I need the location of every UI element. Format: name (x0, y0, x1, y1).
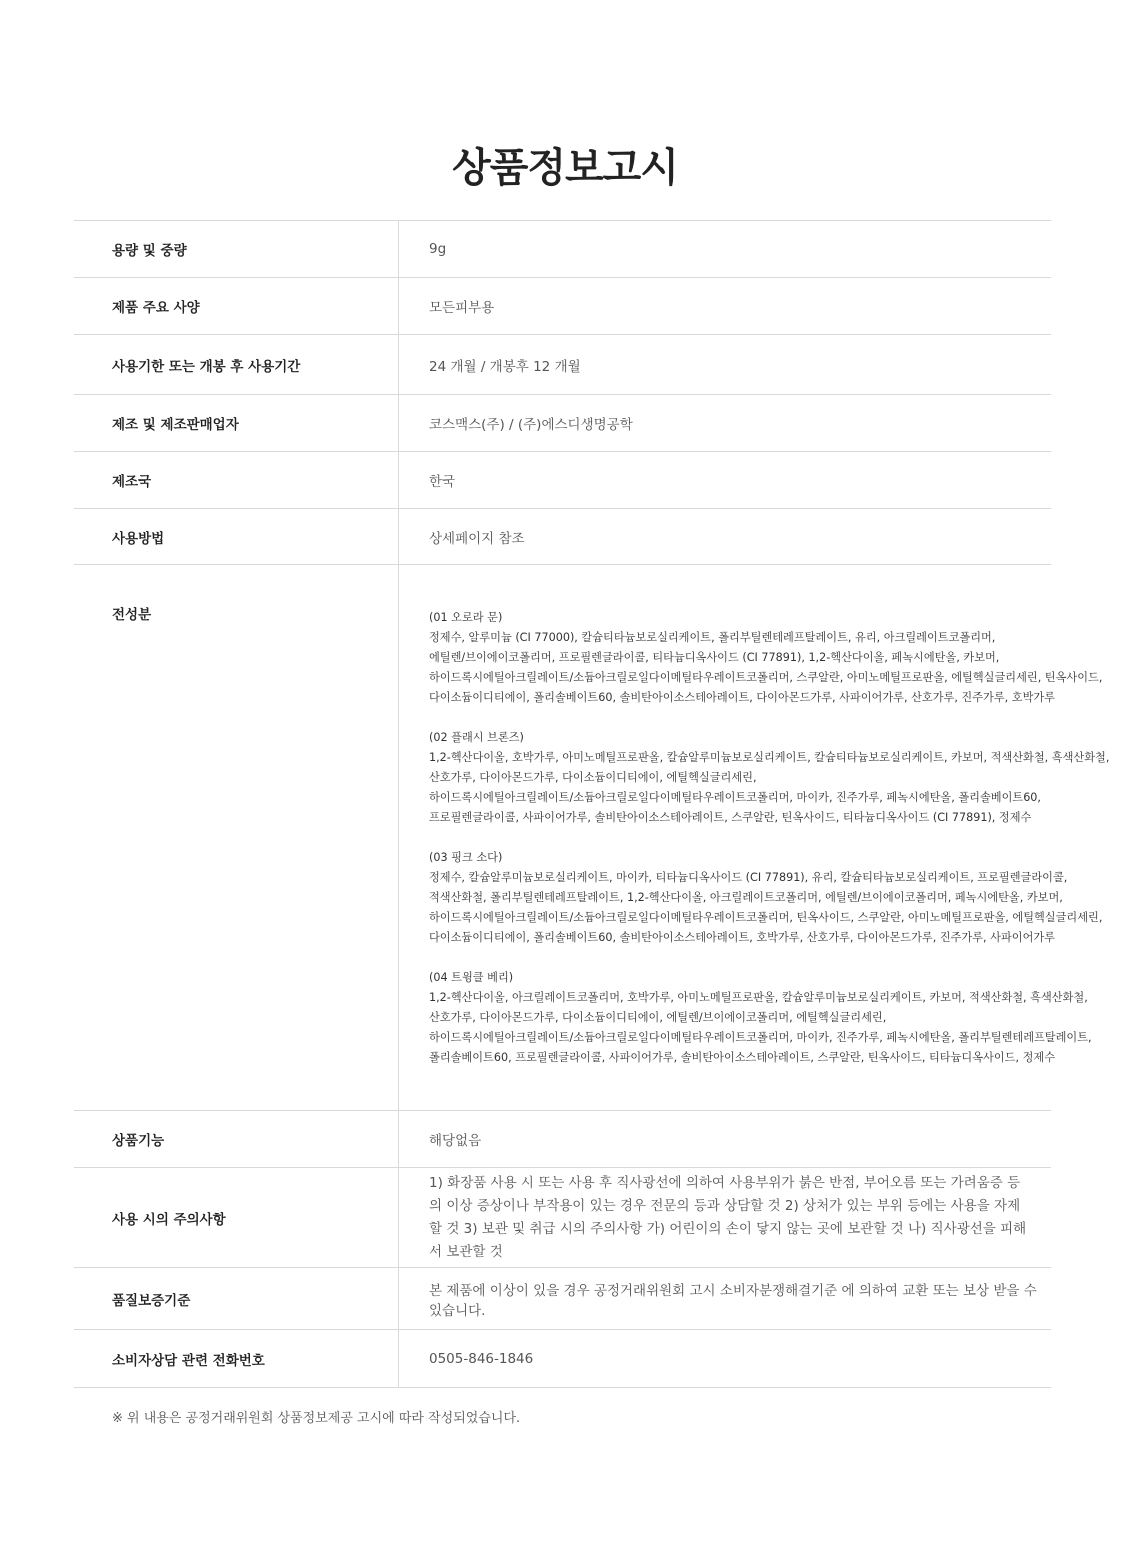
ingredient-line: 1,2-헥산다이올, 아크릴레이트코폴리머, 호박가루, 아미노메틸프로판올, 칼슘알루미늄보로실리케이트, 카보머, 적색산화철, 흑색산화철, (429, 991, 1088, 1004)
row-value: 본 제품에 이상이 있을 경우 공정거래위원회 고시 소비자분쟁해결기준 에 의하여 교환 또는 보상 받을 수 있습니다. (429, 1282, 1037, 1319)
ingredient-line: (02 플래시 브론즈) (429, 731, 524, 744)
table-row-capacity (74, 221, 1051, 278)
row-label: 상품기능 (74, 1111, 399, 1167)
ingredient-line: 정제수, 칼슘알루미늄보로실리케이트, 마이카, 티타늄디옥사이드 (CI 77891), 유리, 칼슘티타늄보로실리케이트, 프로필렌글라이콜, (429, 871, 1068, 884)
row-label: 제품 주요 사양 (74, 278, 399, 334)
ingredient-line: 산호가루, 다이아몬드가루, 다이소듐이디티에이, 에틸렌/브이에이코폴리머, 에틸헥실글리세린, (429, 1011, 887, 1024)
table-row-function (74, 1111, 1051, 1168)
ingredient-line: 하이드록시에틸아크릴레이트/소듐아크릴로일다이메틸타우레이트코폴리머, 스쿠알란, 아미노메틸프로판올, 에틸헥실글리세린, 틴옥사이드, (429, 671, 1103, 684)
row-value: 0505-846-1846 (429, 1350, 534, 1367)
table-row-contact (74, 1330, 1051, 1388)
row-label: 사용 시의 주의사항 (74, 1168, 399, 1267)
caution-text: 1) 화장품 사용 시 또는 사용 후 직사광선에 의하여 사용부위가 붉은 반점, 부어오름 또는 가려움증 등의 이상 증상이나 부작용이 있는 경우 전문의 등과 상담할 것 2) 상처가 있는 부위 등에는 사용을 자제할 것 3) 보관 및 취급 시의 주의사항 가) 어린이의 손이 닿지 않는 곳에 보관할 것 나) 직사광선을 피해서 보관할 것 (429, 1174, 1027, 1260)
row-label: 용량 및 중량 (74, 221, 399, 277)
row-label: 제조국 (74, 452, 399, 508)
ingredient-line: 다이소듐이디티에이, 폴리솔베이트60, 솔비탄아이소스테아레이트, 호박가루, 산호가루, 다이아몬드가루, 진주가루, 사파이어가루 (429, 931, 1055, 944)
row-value (399, 1168, 1051, 1267)
ingredient-group (429, 848, 1109, 948)
ingredient-group (429, 608, 1109, 708)
ingredient-line: 하이드록시에틸아크릴레이트/소듐아크릴로일다이메틸타우레이트코폴리머, 틴옥사이드, 스쿠알란, 아미노메틸프로판올, 에틸헥실글리세린, (429, 911, 1103, 924)
row-value: 9g (429, 241, 447, 257)
row-value: 모든피부용 (429, 300, 495, 316)
row-label: 사용방법 (74, 509, 399, 564)
ingredient-line: (01 오로라 문) (429, 611, 503, 624)
ingredient-line: 다이소듐이디티에이, 폴리솔베이트60, 솔비탄아이소스테아레이트, 다이아몬드가루, 사파이어가루, 산호가루, 진주가루, 호박가루 (429, 691, 1055, 704)
ingredient-group (429, 968, 1109, 1068)
table-row-expiry (74, 335, 1051, 395)
table-row-country (74, 452, 1051, 509)
table-row-caution (74, 1168, 1051, 1268)
ingredient-line: 폴리솔베이트60, 프로필렌글라이콜, 사파이어가루, 솔비탄아이소스테아레이트, 스쿠알란, 틴옥사이드, 티타늄디옥사이드, 정제수 (429, 1051, 1055, 1064)
ingredient-line: 산호가루, 다이아몬드가루, 다이소듐이디티에이, 에틸헥실글리세린, (429, 771, 757, 784)
ingredient-line: 하이드록시에틸아크릴레이트/소듐아크릴로일다이메틸타우레이트코폴리머, 마이카, 진주가루, 페녹시에탄올, 폴리솔베이트60, (429, 791, 1041, 804)
row-value: 해당없음 (429, 1133, 482, 1149)
ingredient-line: 정제수, 알루미늄 (CI 77000), 칼슘티타늄보로실리케이트, 폴리부틸렌테레프탈레이트, 유리, 아크릴레이트코폴리머, (429, 631, 996, 644)
row-value: 상세페이지 참조 (429, 530, 525, 547)
ingredient-line: 적색산화철, 폴리부틸렌테레프탈레이트, 1,2-헥산다이올, 아크릴레이트코폴리머, 에틸렌/브이에이코폴리머, 페녹시에탄올, 카보머, (429, 891, 1063, 904)
page-title: 상품정보고시 (452, 145, 678, 191)
product-info-table (74, 220, 1110, 1388)
row-label: 전성분 (74, 565, 399, 1110)
ingredients-list (399, 565, 1109, 1110)
row-value: 코스맥스(주) / (주)에스디생명공학 (429, 417, 633, 433)
ingredient-line: 프로필렌글라이콜, 사파이어가루, 솔비탄아이소스테아레이트, 스쿠알란, 틴옥사이드, 티타늄디옥사이드 (CI 77891), 정제수 (429, 811, 1032, 824)
ingredient-line: 하이드록시에틸아크릴레이트/소듐아크릴로일다이메틸타우레이트코폴리머, 마이카, 진주가루, 페녹시에탄올, 폴리부틸렌테레프탈레이트, (429, 1031, 1092, 1044)
row-label: 품질보증기준 (74, 1268, 399, 1329)
row-value: 한국 (429, 474, 456, 490)
row-label: 소비자상담 관련 전화번호 (74, 1330, 399, 1387)
row-value: 24 개월 / 개봉후 12 개월 (429, 358, 581, 375)
ingredient-line: (03 핑크 소다) (429, 851, 503, 864)
row-label: 사용기한 또는 개봉 후 사용기간 (74, 335, 399, 394)
row-label: 제조 및 제조판매업자 (74, 395, 399, 451)
footnote: ※ 위 내용은 공정거래위원회 상품정보제공 고시에 따라 작성되었습니다. (112, 1411, 521, 1426)
ingredient-group (429, 728, 1109, 828)
table-row-usage (74, 509, 1051, 565)
table-row-ingredients (74, 565, 1110, 1111)
table-row-quality (74, 1268, 1051, 1330)
table-row-spec (74, 278, 1051, 335)
table-row-manufacturer (74, 395, 1051, 452)
ingredient-line: (04 트윙클 베리) (429, 971, 514, 984)
ingredient-line: 1,2-헥산다이올, 호박가루, 아미노메틸프로판올, 칼슘알루미늄보로실리케이트, 칼슘티타늄보로실리케이트, 카보머, 적색산화철, 흑색산화철, (429, 751, 1110, 764)
ingredient-line: 에틸렌/브이에이코폴리머, 프로필렌글라이콜, 티타늄디옥사이드 (CI 77891), 1,2-헥산다이올, 페녹시에탄올, 카보머, (429, 651, 1000, 664)
